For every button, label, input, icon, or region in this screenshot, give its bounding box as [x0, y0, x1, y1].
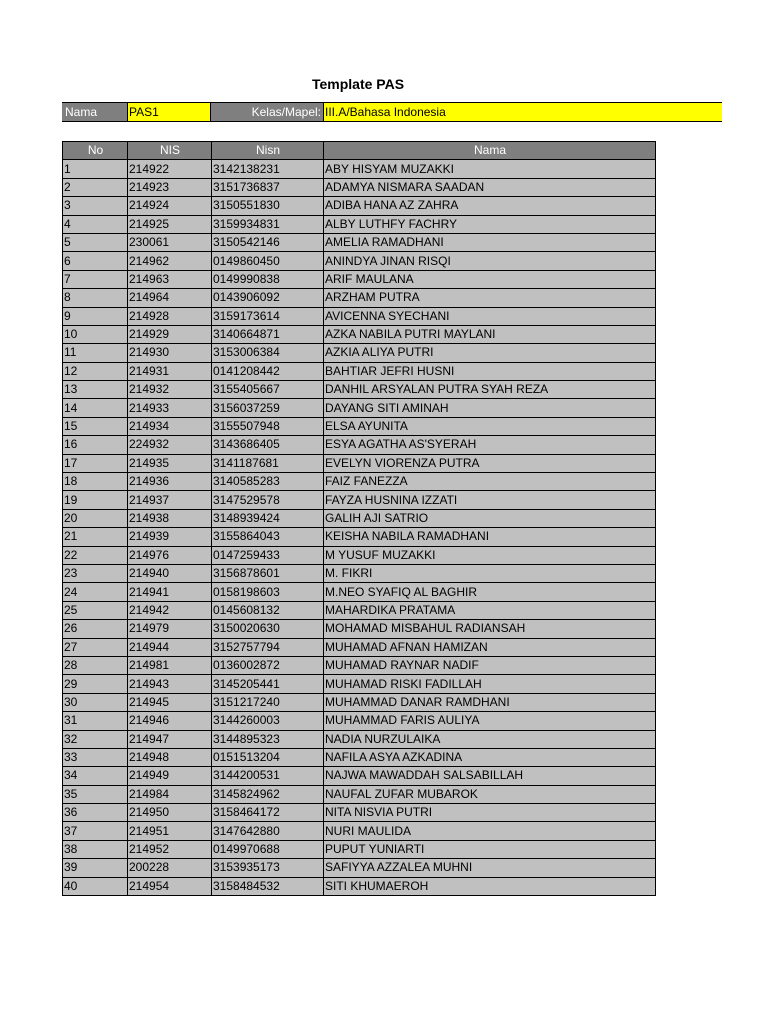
table-row: [63, 197, 656, 215]
cell-nis[interactable]: 214944: [128, 638, 212, 656]
cell-nisn[interactable]: 3156037259: [212, 399, 324, 417]
cell-no[interactable]: 6: [63, 252, 128, 270]
cell-no[interactable]: 7: [63, 270, 128, 288]
cell-nis[interactable]: 214933: [128, 399, 212, 417]
cell-nisn[interactable]: 3144895323: [212, 730, 324, 748]
table-row: [63, 620, 656, 638]
cell-no[interactable]: 8: [63, 289, 128, 307]
page-title: Template PAS: [311, 76, 405, 92]
cell-nama[interactable]: MUHAMAD RISKI FADILLAH: [324, 675, 656, 693]
table-row: [63, 785, 656, 803]
table-row: [63, 656, 656, 674]
cell-nis[interactable]: 200228: [128, 859, 212, 877]
table-row: [63, 693, 656, 711]
cell-nama[interactable]: M. FIKRI: [324, 564, 656, 582]
cell-nis[interactable]: 214943: [128, 675, 212, 693]
cell-nama[interactable]: M.NEO SYAFIQ AL BAGHIR: [324, 583, 656, 601]
cell-no[interactable]: 18: [63, 473, 128, 491]
cell-nama[interactable]: FAYZA HUSNINA IZZATI: [324, 491, 656, 509]
cell-no[interactable]: 15: [63, 417, 128, 435]
cell-nis[interactable]: 214923: [128, 178, 212, 196]
cell-nis[interactable]: 214941: [128, 583, 212, 601]
table-row: [63, 804, 656, 822]
cell-nama[interactable]: ADIBA HANA AZ ZAHRA: [324, 197, 656, 215]
table-row: [63, 859, 656, 877]
cell-nama[interactable]: SAFIYYA AZZALEA MUHNI: [324, 859, 656, 877]
table-row: [63, 252, 656, 270]
cell-nisn[interactable]: 3151736837: [212, 178, 324, 196]
cell-nama[interactable]: NAFILA ASYA AZKADINA: [324, 748, 656, 766]
cell-nis[interactable]: 214949: [128, 767, 212, 785]
cell-nama[interactable]: MUHAMMAD DANAR RAMDHANI: [324, 693, 656, 711]
cell-nisn[interactable]: 3143686405: [212, 436, 324, 454]
cell-no[interactable]: 27: [63, 638, 128, 656]
cell-nis[interactable]: 214948: [128, 748, 212, 766]
cell-nis[interactable]: 214935: [128, 454, 212, 472]
column-header-nama: Nama: [324, 142, 656, 160]
cell-nis[interactable]: 214936: [128, 473, 212, 491]
table-row: [63, 767, 656, 785]
table-row: [63, 325, 656, 343]
cell-nama[interactable]: AVICENNA SYECHANI: [324, 307, 656, 325]
cell-nisn[interactable]: 0149990838: [212, 270, 324, 288]
cell-nama[interactable]: GALIH AJI SATRIO: [324, 509, 656, 527]
cell-nisn[interactable]: 3155405667: [212, 381, 324, 399]
cell-no[interactable]: 24: [63, 583, 128, 601]
table-row: [63, 509, 656, 527]
cell-nisn[interactable]: 0136002872: [212, 656, 324, 674]
cell-nama[interactable]: ELSA AYUNITA: [324, 417, 656, 435]
cell-nama[interactable]: AMELIA RAMADHANI: [324, 233, 656, 251]
table-row: [63, 215, 656, 233]
cell-nis[interactable]: 214946: [128, 712, 212, 730]
cell-no[interactable]: 3: [63, 197, 128, 215]
table-row: [63, 289, 656, 307]
cell-nis[interactable]: 214934: [128, 417, 212, 435]
cell-nisn[interactable]: 3150551830: [212, 197, 324, 215]
cell-nama[interactable]: BAHTIAR JEFRI HUSNI: [324, 362, 656, 380]
cell-nama[interactable]: ADAMYA NISMARA SAADAN: [324, 178, 656, 196]
cell-nisn[interactable]: 3144260003: [212, 712, 324, 730]
table-row: [63, 546, 656, 564]
cell-nisn[interactable]: 3144200531: [212, 767, 324, 785]
cell-no[interactable]: 17: [63, 454, 128, 472]
table-row: [63, 564, 656, 582]
cell-nisn[interactable]: 3148939424: [212, 509, 324, 527]
cell-nisn[interactable]: 3158484532: [212, 877, 324, 895]
cell-no[interactable]: 31: [63, 712, 128, 730]
cell-nisn[interactable]: 3153006384: [212, 344, 324, 362]
cell-no[interactable]: 25: [63, 601, 128, 619]
cell-nisn[interactable]: 0143906092: [212, 289, 324, 307]
cell-no[interactable]: 16: [63, 436, 128, 454]
cell-nisn[interactable]: 3153935173: [212, 859, 324, 877]
cell-no[interactable]: 4: [63, 215, 128, 233]
cell-nisn[interactable]: 0149860450: [212, 252, 324, 270]
cell-nisn[interactable]: 3158464172: [212, 804, 324, 822]
cell-nis[interactable]: 224932: [128, 436, 212, 454]
cell-nisn[interactable]: 3147642880: [212, 822, 324, 840]
table-row: [63, 840, 656, 858]
cell-nisn[interactable]: 3141187681: [212, 454, 324, 472]
column-header-no: No: [63, 142, 128, 160]
cell-nis[interactable]: 214929: [128, 325, 212, 343]
cell-no[interactable]: 11: [63, 344, 128, 362]
cell-nis[interactable]: 214964: [128, 289, 212, 307]
cell-nisn[interactable]: 0151513204: [212, 748, 324, 766]
cell-no[interactable]: 28: [63, 656, 128, 674]
cell-no[interactable]: 32: [63, 730, 128, 748]
cell-no[interactable]: 26: [63, 620, 128, 638]
cell-nama[interactable]: FAIZ FANEZZA: [324, 473, 656, 491]
cell-nama[interactable]: ARIF MAULANA: [324, 270, 656, 288]
table-row: [63, 748, 656, 766]
table-row: [63, 454, 656, 472]
cell-no[interactable]: 13: [63, 381, 128, 399]
column-header-nis: NIS: [128, 142, 212, 160]
cell-nama[interactable]: MOHAMAD MISBAHUL RADIANSAH: [324, 620, 656, 638]
cell-nis[interactable]: 214963: [128, 270, 212, 288]
table-row: [63, 233, 656, 251]
cell-nama[interactable]: ARZHAM PUTRA: [324, 289, 656, 307]
cell-nis[interactable]: 214942: [128, 601, 212, 619]
cell-nis[interactable]: 214950: [128, 804, 212, 822]
cell-no[interactable]: 20: [63, 509, 128, 527]
cell-nama[interactable]: DAYANG SITI AMINAH: [324, 399, 656, 417]
cell-nis[interactable]: 214928: [128, 307, 212, 325]
cell-no[interactable]: 22: [63, 546, 128, 564]
cell-no[interactable]: 29: [63, 675, 128, 693]
cell-nis[interactable]: 214925: [128, 215, 212, 233]
table-row: [63, 399, 656, 417]
cell-no[interactable]: 1: [63, 160, 128, 178]
cell-nisn[interactable]: 0158198603: [212, 583, 324, 601]
cell-nis[interactable]: 214937: [128, 491, 212, 509]
table-row: [63, 638, 656, 656]
cell-nis[interactable]: 214962: [128, 252, 212, 270]
cell-no[interactable]: 2: [63, 178, 128, 196]
cell-no[interactable]: 19: [63, 491, 128, 509]
cell-nama[interactable]: MAHARDIKA PRATAMA: [324, 601, 656, 619]
table-row: [63, 417, 656, 435]
cell-no[interactable]: 40: [63, 877, 128, 895]
cell-nis[interactable]: 214938: [128, 509, 212, 527]
kelas-mapel-value-cell[interactable]: III.A/Bahasa Indonesia: [323, 102, 722, 122]
cell-no[interactable]: 30: [63, 693, 128, 711]
cell-nama[interactable]: MUHAMMAD FARIS AULIYA: [324, 712, 656, 730]
cell-nis[interactable]: 214952: [128, 840, 212, 858]
cell-nama[interactable]: M YUSUF MUZAKKI: [324, 546, 656, 564]
cell-nama[interactable]: NADIA NURZULAIKA: [324, 730, 656, 748]
cell-nama[interactable]: ANINDYA JINAN RISQI: [324, 252, 656, 270]
table-row: [63, 473, 656, 491]
cell-nisn[interactable]: 3159934831: [212, 215, 324, 233]
table-row: [63, 344, 656, 362]
table-row: [63, 675, 656, 693]
cell-no[interactable]: 14: [63, 399, 128, 417]
nama-value-cell[interactable]: PAS1: [127, 102, 211, 122]
cell-nama[interactable]: AZKA NABILA PUTRI MAYLANI: [324, 325, 656, 343]
cell-nis[interactable]: 214924: [128, 197, 212, 215]
cell-nisn[interactable]: 3150020630: [212, 620, 324, 638]
cell-no[interactable]: 39: [63, 859, 128, 877]
cell-nisn[interactable]: 3145824962: [212, 785, 324, 803]
table-row: [63, 877, 656, 895]
cell-no[interactable]: 33: [63, 748, 128, 766]
table-row: [63, 381, 656, 399]
cell-nisn[interactable]: 3159173614: [212, 307, 324, 325]
cell-nama[interactable]: SITI KHUMAEROH: [324, 877, 656, 895]
cell-nisn[interactable]: 3152757794: [212, 638, 324, 656]
cell-nis[interactable]: 214930: [128, 344, 212, 362]
cell-nama[interactable]: NAUFAL ZUFAR MUBAROK: [324, 785, 656, 803]
cell-nisn[interactable]: 3147529578: [212, 491, 324, 509]
table-row: [63, 270, 656, 288]
cell-nis[interactable]: 214922: [128, 160, 212, 178]
cell-nis[interactable]: 214940: [128, 564, 212, 582]
table-row: [63, 178, 656, 196]
cell-nama[interactable]: ESYA AGATHA AS'SYERAH: [324, 436, 656, 454]
nama-label: Nama: [62, 102, 127, 122]
cell-nis[interactable]: 214976: [128, 546, 212, 564]
cell-nisn[interactable]: 3145205441: [212, 675, 324, 693]
table-row: [63, 583, 656, 601]
cell-nis[interactable]: 214981: [128, 656, 212, 674]
cell-nisn[interactable]: 3142138231: [212, 160, 324, 178]
table-row: [63, 712, 656, 730]
column-header-nisn: Nisn: [212, 142, 324, 160]
cell-nis[interactable]: 214954: [128, 877, 212, 895]
cell-nisn[interactable]: 3155864043: [212, 528, 324, 546]
table-row: [63, 160, 656, 178]
cell-nisn[interactable]: 3150542146: [212, 233, 324, 251]
cell-nama[interactable]: DANHIL ARSYALAN PUTRA SYAH REZA: [324, 381, 656, 399]
cell-no[interactable]: 37: [63, 822, 128, 840]
cell-nisn[interactable]: 0141208442: [212, 362, 324, 380]
cell-no[interactable]: 10: [63, 325, 128, 343]
cell-no[interactable]: 36: [63, 804, 128, 822]
cell-nisn[interactable]: 3151217240: [212, 693, 324, 711]
cell-nama[interactable]: KEISHA NABILA RAMADHANI: [324, 528, 656, 546]
cell-nisn[interactable]: 3156878601: [212, 564, 324, 582]
cell-nama[interactable]: NAJWA MAWADDAH SALSABILLAH: [324, 767, 656, 785]
cell-nama[interactable]: EVELYN VIORENZA PUTRA: [324, 454, 656, 472]
cell-nis[interactable]: 214951: [128, 822, 212, 840]
cell-nama[interactable]: MUHAMAD AFNAN HAMIZAN: [324, 638, 656, 656]
table-row: [63, 730, 656, 748]
table-row: [63, 307, 656, 325]
cell-nama[interactable]: ALBY LUTHFY FACHRY: [324, 215, 656, 233]
cell-nis[interactable]: 214939: [128, 528, 212, 546]
cell-nis[interactable]: 230061: [128, 233, 212, 251]
table-row: [63, 436, 656, 454]
cell-nama[interactable]: NURI MAULIDA: [324, 822, 656, 840]
cell-nis[interactable]: 214932: [128, 381, 212, 399]
table-row: [63, 528, 656, 546]
cell-nama[interactable]: NITA NISVIA PUTRI: [324, 804, 656, 822]
cell-no[interactable]: 5: [63, 233, 128, 251]
cell-no[interactable]: 23: [63, 564, 128, 582]
table-row: [63, 491, 656, 509]
cell-nama[interactable]: AZKIA ALIYA PUTRI: [324, 344, 656, 362]
cell-nis[interactable]: 214945: [128, 693, 212, 711]
form-header: [62, 102, 722, 122]
cell-nama[interactable]: MUHAMAD RAYNAR NADIF: [324, 656, 656, 674]
cell-no[interactable]: 34: [63, 767, 128, 785]
cell-nis[interactable]: 214947: [128, 730, 212, 748]
cell-no[interactable]: 9: [63, 307, 128, 325]
cell-nisn[interactable]: 3155507948: [212, 417, 324, 435]
cell-nis[interactable]: 214984: [128, 785, 212, 803]
cell-nama[interactable]: PUPUT YUNIARTI: [324, 840, 656, 858]
cell-no[interactable]: 38: [63, 840, 128, 858]
cell-nis[interactable]: 214931: [128, 362, 212, 380]
cell-nis[interactable]: 214979: [128, 620, 212, 638]
cell-no[interactable]: 12: [63, 362, 128, 380]
cell-no[interactable]: 21: [63, 528, 128, 546]
cell-nisn[interactable]: 3140664871: [212, 325, 324, 343]
table-row: [63, 822, 656, 840]
table-row: [63, 601, 656, 619]
cell-nama[interactable]: ABY HISYAM MUZAKKI: [324, 160, 656, 178]
table-row: [63, 362, 656, 380]
table-header-row: [63, 142, 656, 160]
cell-nisn[interactable]: 0149970688: [212, 840, 324, 858]
cell-nisn[interactable]: 0147259433: [212, 546, 324, 564]
student-table: [62, 141, 656, 896]
cell-no[interactable]: 35: [63, 785, 128, 803]
cell-nisn[interactable]: 0145608132: [212, 601, 324, 619]
kelas-mapel-label: Kelas/Mapel:: [211, 102, 323, 122]
cell-nisn[interactable]: 3140585283: [212, 473, 324, 491]
